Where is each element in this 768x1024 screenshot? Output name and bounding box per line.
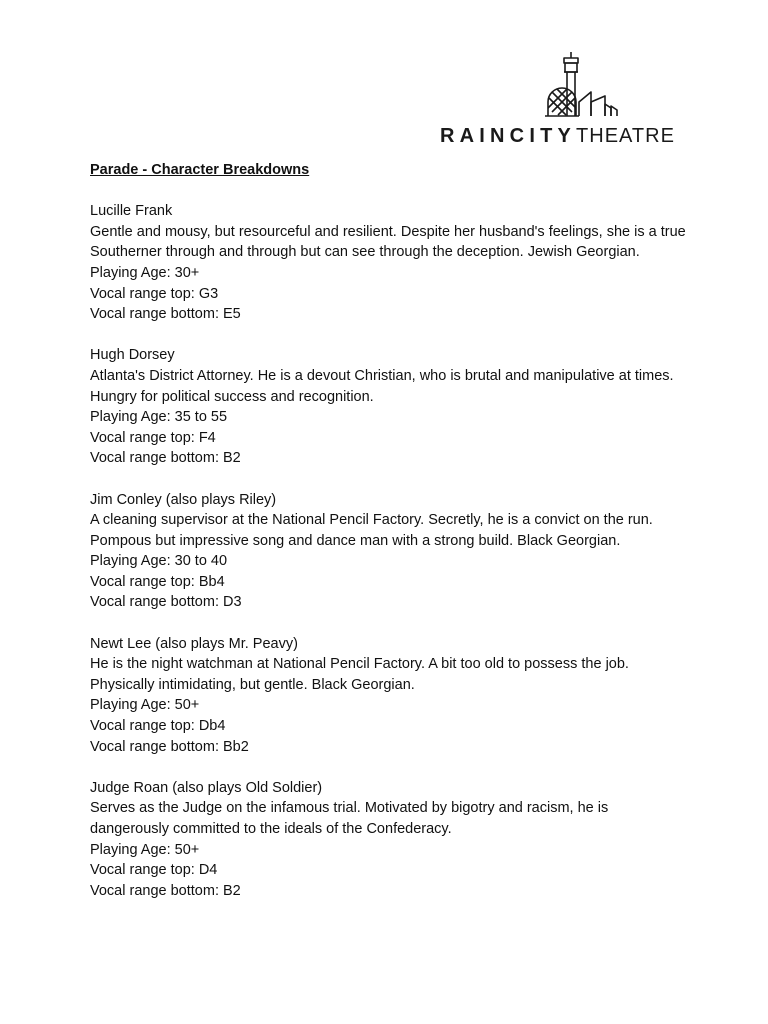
character-entry (90, 778, 690, 902)
vocal-range-top: Vocal range top: Bb4 (90, 573, 225, 590)
raincity-theatre-logo (440, 52, 675, 152)
vocal-range-bottom: Vocal range bottom: B2 (90, 450, 241, 467)
vocal-range-bottom: Vocal range bottom: B2 (90, 882, 241, 899)
character-name: Lucille Frank (90, 203, 173, 220)
character-description: A cleaning supervisor at the National Pencil Factory. Secretly, he is a convict on the run. Pompous but impressive song and dance man with a strong build. Black Georgian. (90, 512, 653, 549)
vocal-range-top: Vocal range top: F4 (90, 429, 216, 446)
character-description: Gentle and mousy, but resourceful and resilient. Despite her husband's feelings, she is a true Southerner through and through but can see through the deception. Jewish Georgian. (90, 223, 686, 261)
playing-age: Playing Age: 30 to 40 (90, 553, 228, 570)
character-entry (90, 634, 690, 758)
playing-age: Playing Age: 50+ (90, 841, 200, 858)
character-name: Newt Lee (also plays Mr. Peavy) (90, 635, 298, 652)
logo-text-theatre: THEATRE (576, 125, 675, 147)
character-description: He is the night watchman at National Pencil Factory. A bit too old to possess the job. Physically intimidating, but gentle. Black Georgian. (90, 656, 629, 693)
vocal-range-bottom: Vocal range bottom: D3 (90, 594, 242, 611)
character-entry (90, 345, 690, 469)
character-name: Judge Roan (also plays Old Soldier) (90, 779, 323, 796)
logo-wordmark (440, 124, 675, 148)
document-content (90, 160, 690, 922)
vocal-range-top: Vocal range top: G3 (90, 285, 219, 302)
vocal-range-top: Vocal range top: Db4 (90, 718, 226, 735)
playing-age: Playing Age: 30+ (90, 264, 200, 281)
character-description: Atlanta's District Attorney. He is a devout Christian, who is brutal and manipulative at times. Hungry for political success and recognition. (90, 367, 674, 405)
character-description: Serves as the Judge on the infamous trial. Motivated by bigotry and racism, he is dangerously committed to the ideals of the Confederacy. (90, 800, 609, 837)
logo-text-raincity: RAINCITY (440, 125, 577, 147)
vocal-range-top: Vocal range top: D4 (90, 862, 218, 879)
document-title: Parade - Character Breakdowns (90, 162, 310, 178)
city-skyline-logo-icon (535, 52, 625, 118)
character-entry (90, 490, 690, 614)
playing-age: Playing Age: 50+ (90, 697, 200, 714)
playing-age: Playing Age: 35 to 55 (90, 409, 228, 426)
character-name: Hugh Dorsey (90, 347, 175, 364)
vocal-range-bottom: Vocal range bottom: Bb2 (90, 738, 249, 755)
character-name: Jim Conley (also plays Riley) (90, 491, 277, 508)
character-entry (90, 201, 690, 325)
vocal-range-bottom: Vocal range bottom: E5 (90, 306, 241, 323)
